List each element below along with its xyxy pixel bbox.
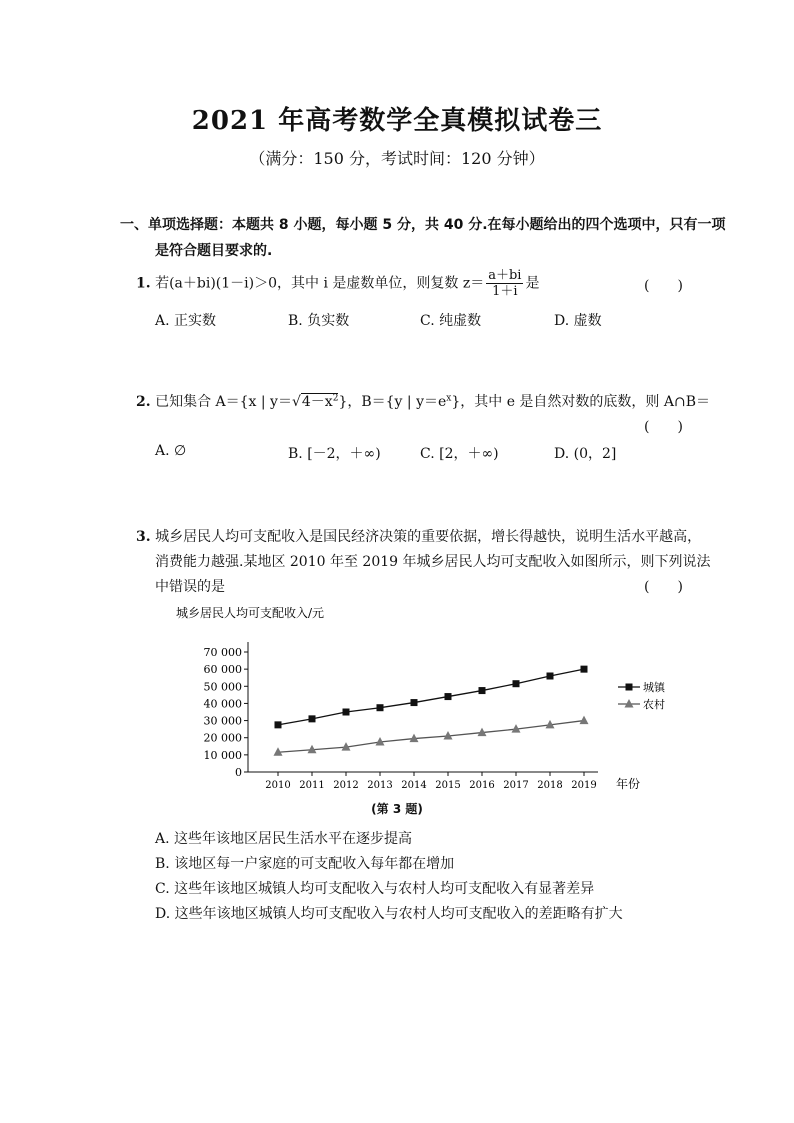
option-c: C. [2，＋∞) [420,446,499,462]
chart-y-ticks [204,646,249,779]
page-subtitle: （满分：150 分，考试时间：120 分钟） [249,149,545,168]
x-tick-label: 2014 [401,780,427,791]
question-2 [136,391,710,411]
y-tick-label: 20 000 [203,731,242,745]
option-b: B. 负实数 [288,313,350,329]
question-3-line1 [136,526,701,546]
x-tick-label: 2016 [469,780,495,791]
legend-label: 农村 [643,698,665,711]
option-d: D. 这些年该地区城镇人均可支配收入与农村人均可支配收入的差距略有扩大 [155,906,623,922]
data-point-triangle [580,716,589,725]
x-tick-label: 2019 [571,780,597,791]
data-point-square [445,693,452,700]
chart-axes [248,642,598,772]
y-tick-label: 50 000 [203,680,242,694]
option-d: D. 虚数 [554,313,602,329]
chart-x-ticks [265,772,596,791]
question-number: 1. [136,275,151,292]
option-b: B. 该地区每一户家庭的可支配收入每年都在增加 [155,856,455,872]
option-c: C. 这些年该地区城镇人均可支配收入与农村人均可支配收入有显著差异 [155,881,595,897]
section-heading-line1: 一、单项选择题：本题共 8 小题，每小题 5 分，共 40 分.在每小题给出的四个选项中，只有一项 [120,217,726,233]
question-text: 已知集合 A＝{x | y＝ [155,394,292,410]
question-number: 3. [136,529,151,545]
question-3-line3: 中错误的是 [155,579,225,595]
page-title: 2021 年高考数学全真模拟试卷三 [191,106,603,136]
data-point-square [479,687,486,694]
data-point-square [343,709,350,716]
question-text-suffix: 是 [525,275,540,292]
sqrt-sign: √ [291,394,301,410]
chart-xlabel: 年份 [616,777,641,791]
option-a: A. 这些年该地区居民生活水平在逐步提高 [155,831,413,847]
answer-parentheses: ( ) [644,278,683,294]
x-tick-label: 2012 [333,780,359,791]
income-line-chart [150,600,670,800]
x-tick-label: 2010 [265,780,291,791]
option-a: A. ∅ [155,443,187,459]
exponent: x [446,393,452,404]
answer-parentheses: ( ) [644,419,683,435]
y-tick-label: 60 000 [203,663,242,677]
y-tick-label: 40 000 [203,697,242,711]
data-point-square [581,666,588,673]
legend-marker-square [626,684,633,691]
question-3-line2: 消费能力越强.某地区 2010 年至 2019 年城乡居民人均可支配收入如图所示，则下列说法 [155,554,711,570]
sqrt-body: $4-x^2$ [301,393,339,410]
fraction-denominator: 1＋i [492,284,518,299]
fraction [486,268,523,299]
chart-ylabel: 城乡居民人均可支配收入/元 [176,606,325,620]
series-line-rural [278,721,584,753]
data-point-square [377,704,384,711]
answer-parentheses: ( ) [644,579,683,595]
option-a: A. 正实数 [155,313,217,329]
y-tick-label: 70 000 [203,646,242,659]
legend-label: 城镇 [643,681,665,694]
fraction-numerator: a＋bi [488,268,522,283]
x-tick-label: 2018 [537,780,563,791]
question-text-mid: }，B＝{y | y＝e [338,394,447,410]
data-point-square [513,680,520,687]
data-point-square [547,673,554,680]
option-d: D. (0，2] [554,446,617,462]
question-text-suffix: }，其中 e 是自然对数的底数，则 A∩B＝ [451,394,711,410]
x-tick-label: 2013 [367,780,393,791]
option-c: C. 纯虚数 [420,313,482,329]
question-number: 2. [136,394,151,410]
x-tick-label: 2017 [503,780,529,791]
data-point-square [411,699,418,706]
option-b: B. [－2，＋∞) [288,446,381,462]
data-point-square [275,721,282,728]
question-1 [136,268,539,299]
legend-marker-triangle [625,699,634,708]
y-tick-label: 30 000 [203,714,242,728]
x-tick-label: 2015 [435,780,461,791]
data-point-square [309,715,316,722]
question-text: 城乡居民人均可支配收入是国民经济决策的重要依据，增长得越快，说明生活水平越高， [155,529,702,545]
chart-caption: (第 3 题) [371,802,423,816]
y-tick-label: 10 000 [203,748,242,762]
x-tick-label: 2011 [299,780,325,791]
section-heading-line2: 是符合题目要求的. [155,243,273,259]
chart-legend [618,680,666,711]
series-line-urban [278,669,584,725]
chart-series [274,666,589,756]
y-tick-label: 0 [235,766,242,779]
question-text: 若(a＋bi)(1－i)＞0，其中 i 是虚数单位，则复数 z＝ [155,275,485,292]
